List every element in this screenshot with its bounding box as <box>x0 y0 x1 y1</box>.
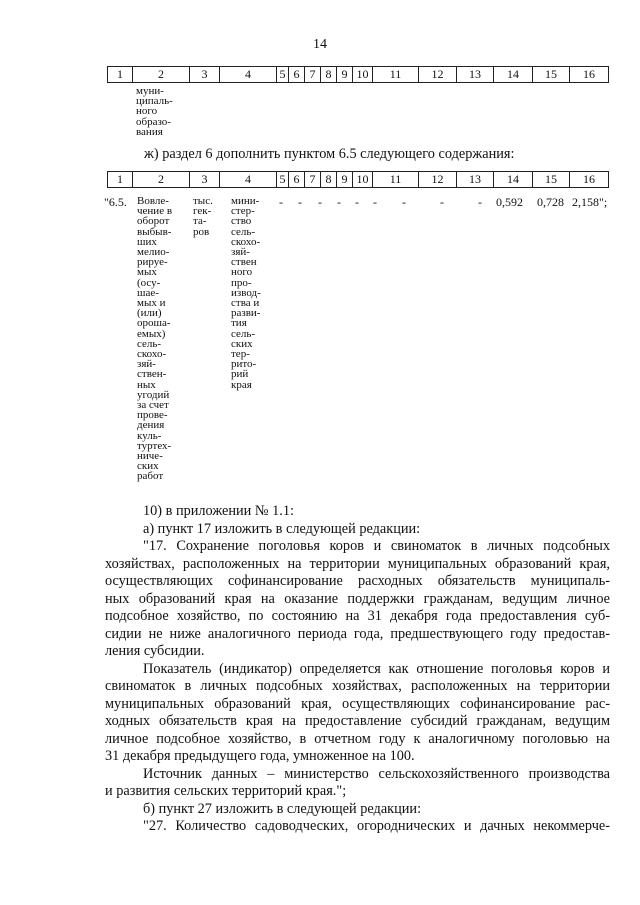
page-number: 14 <box>313 37 327 52</box>
value-col-15: 0,728 <box>537 195 564 209</box>
column-header: 9 <box>337 172 353 188</box>
table-header-row <box>107 171 609 188</box>
column-header: 3 <box>190 67 220 83</box>
column-header: 13 <box>457 67 494 83</box>
column-header: 10 <box>353 67 373 83</box>
empty-value-dash: - <box>318 195 322 209</box>
column-header: 12 <box>419 67 457 83</box>
column-header: 16 <box>570 67 609 83</box>
value-col-14: 0,592 <box>496 195 523 209</box>
empty-value-dash: - <box>478 195 482 209</box>
item-10-heading: 10) в приложении № 1.1: <box>143 503 294 519</box>
column-header: 14 <box>494 172 533 188</box>
continuation-cell: муни- ципаль- ного образо- вания <box>136 85 173 138</box>
value-col-16: 2,158"; <box>572 195 608 209</box>
row-responsible-cell: мини- стер- ство сель- скохо- зяй- ствен ного про- извод- ства и разви- тия сель- ских тер- рито- рий края <box>231 195 261 391</box>
row-name-cell: Вовле- чение в оборот выбыв- ших мелио- рируе- мых (осу- шае- мых и (или) ороша- емых) сель- скохо- зяй- ствен- ных угодий за счет прове- дения куль- туртех- ниче- ских работ <box>137 195 173 483</box>
empty-value-dash: - <box>298 195 302 209</box>
column-header: 9 <box>337 67 353 83</box>
column-header: 1 <box>108 172 133 188</box>
row-unit-cell: тыс. гек- та- ров <box>193 195 213 238</box>
paragraph-27: "27. Количество садоводческих, огороднических и дачных некоммерче- <box>143 818 610 834</box>
empty-value-dash: - <box>279 195 283 209</box>
table-header-row <box>107 66 609 83</box>
column-header: 16 <box>570 172 609 188</box>
column-header: 7 <box>305 172 321 188</box>
row-number: "6.5. <box>104 195 127 209</box>
item-a-heading: а) пункт 17 изложить в следующей редакции: <box>143 520 421 537</box>
column-header: 4 <box>220 172 277 188</box>
column-header: 1 <box>108 67 133 83</box>
column-header: 15 <box>533 67 570 83</box>
column-header: 11 <box>373 172 419 188</box>
empty-value-dash: - <box>355 195 359 209</box>
column-header: 5 <box>277 172 289 188</box>
paragraph-source: Источник данных – министерство сельскохозяйственного производства и развития сельских территорий края."; <box>105 765 610 799</box>
column-header: 15 <box>533 172 570 188</box>
empty-value-dash: - <box>402 195 406 209</box>
column-header: 13 <box>457 172 494 188</box>
column-header: 10 <box>353 172 373 188</box>
column-header: 8 <box>321 67 337 83</box>
paragraph-17: "17. Сохранение поголовья коров и свиноматок в личных подсобных хозяйствах, расположенных на территории муниципальных образований края, осуществляющих софинансирование расходных обязательств муниципаль- ных образований края на оказание поддержки гражданам, ведущим личное подсобное хозяйство, по состоянию на 31 декабря года предоставления суб- сидии не ниже аналогичного периода года, предшествующего году предостав- ления субсидии. <box>105 538 610 659</box>
column-header: 12 <box>419 172 457 188</box>
column-header: 6 <box>289 172 305 188</box>
empty-value-dash: - <box>440 195 444 209</box>
section-instruction: ж) раздел 6 дополнить пунктом 6.5 следующего содержания: <box>144 146 515 162</box>
column-header: 3 <box>190 172 220 188</box>
column-header: 14 <box>494 67 533 83</box>
column-header: 11 <box>373 67 419 83</box>
empty-value-dash: - <box>337 195 341 209</box>
document-body <box>105 503 610 836</box>
empty-value-dash: - <box>373 195 377 209</box>
column-header: 6 <box>289 67 305 83</box>
column-header: 2 <box>133 67 190 83</box>
column-header: 8 <box>321 172 337 188</box>
column-header: 5 <box>277 67 289 83</box>
column-header: 7 <box>305 67 321 83</box>
item-b-heading: б) пункт 27 изложить в следующей редакции: <box>143 800 422 817</box>
paragraph-indicator: Показатель (индикатор) определяется как отношение поголовья коров и свиноматок в личных подсобных хозяйствах, расположенных на территории муниципальных образований края, осуществляющих софинансирование рас- ходных обязательств края на предоставление субсидий гражданам, ведущим личное подсобное хозяйство, в отчетном году к аналогичному поголовью на 31 декабря предыдущего года, умноженное на 100. <box>105 660 610 764</box>
column-header: 2 <box>133 172 190 188</box>
column-header: 4 <box>220 67 277 83</box>
